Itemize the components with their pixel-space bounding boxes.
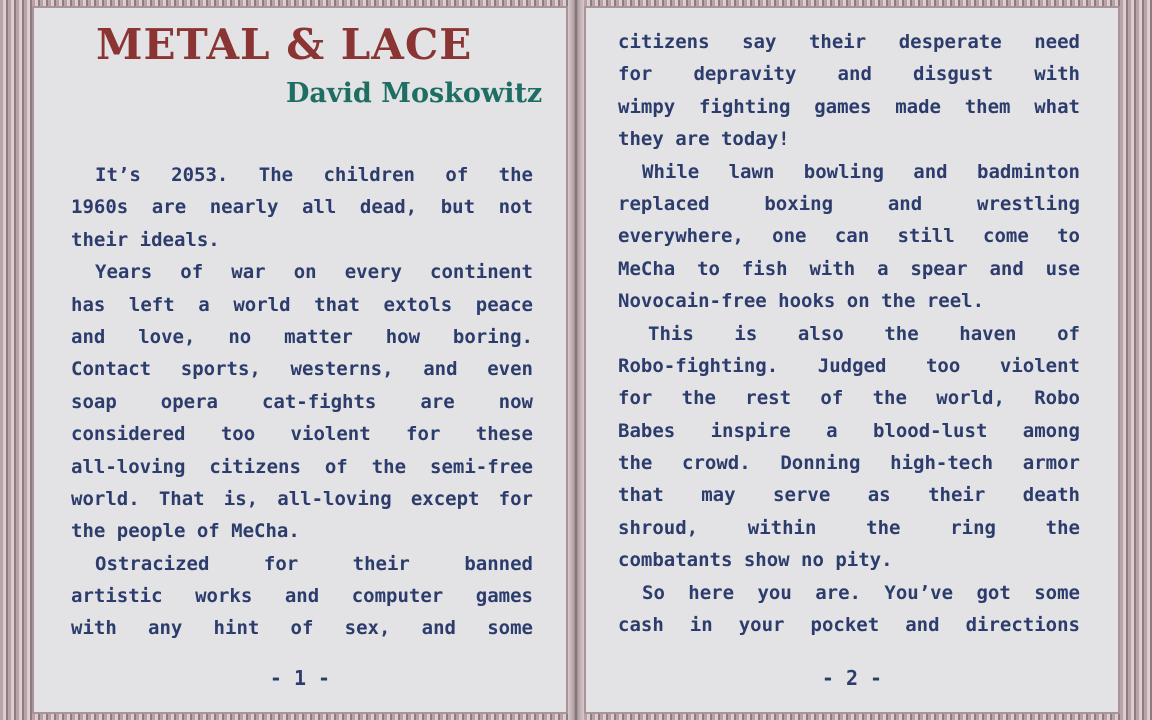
text-line: for the rest of the world, Robo bbox=[618, 387, 1080, 410]
text-line: world. That is, all-loving except for bbox=[71, 487, 533, 510]
text-line: replaced boxing and wrestling bbox=[618, 192, 1080, 215]
text-line: for depravity and disgust with bbox=[618, 63, 1080, 86]
text-line: Contact sports, westerns, and even bbox=[71, 358, 533, 381]
book-spine bbox=[568, 0, 584, 720]
text-line: This is also the haven of bbox=[648, 322, 1080, 345]
book-title: METAL & LACE bbox=[96, 20, 473, 69]
right-page-text bbox=[618, 26, 1080, 641]
text-line: So here you are. You’ve got some bbox=[642, 581, 1080, 604]
text-line: soap opera cat-fights are now bbox=[71, 390, 533, 413]
text-line: considered too violent for these bbox=[71, 423, 533, 446]
text-line: Ostracized for their banned bbox=[95, 552, 533, 575]
text-line: their ideals. bbox=[71, 228, 220, 251]
text-line: the crowd. Donning high-tech armor bbox=[618, 452, 1080, 475]
text-line: 1960s are nearly all dead, but not bbox=[71, 196, 533, 219]
text-line: cash in your pocket and directions bbox=[618, 614, 1080, 637]
text-line: Novocain-free hooks on the reel. bbox=[618, 290, 985, 313]
book-author: David Moskowitz bbox=[286, 78, 543, 109]
text-line: artistic works and computer games bbox=[71, 585, 533, 608]
left-page-text bbox=[71, 159, 533, 645]
text-line: Babes inspire a blood-lust among bbox=[618, 419, 1080, 442]
text-line: wimpy fighting games made them what bbox=[618, 95, 1080, 118]
text-line: that may serve as their death bbox=[618, 484, 1080, 507]
text-line: combatants show no pity. bbox=[618, 549, 893, 572]
text-line: all-loving citizens of the semi-free bbox=[71, 455, 533, 478]
right-page[interactable] bbox=[584, 6, 1120, 714]
left-page-number: - 1 - bbox=[269, 666, 331, 690]
left-page[interactable] bbox=[32, 6, 568, 714]
text-line: and love, no matter how boring. bbox=[71, 325, 533, 348]
right-page-number: - 2 - bbox=[821, 666, 883, 690]
text-line: has left a world that extols peace bbox=[71, 293, 533, 316]
text-line: citizens say their desperate need bbox=[618, 31, 1080, 53]
text-line: Years of war on every continent bbox=[95, 261, 533, 284]
text-line: Robo-fighting. Judged too violent bbox=[618, 354, 1080, 377]
text-line: the people of MeCha. bbox=[71, 520, 300, 543]
text-line: It’s 2053. The children of the bbox=[95, 164, 533, 186]
text-line: everywhere, one can still come to bbox=[618, 225, 1080, 248]
text-line: they are today! bbox=[618, 128, 790, 151]
text-line: with any hint of sex, and some bbox=[71, 617, 533, 640]
text-line: shroud, within the ring the bbox=[618, 516, 1080, 539]
text-line: MeCha to fish with a spear and use bbox=[618, 257, 1080, 280]
text-line: While lawn bowling and badminton bbox=[642, 160, 1080, 183]
